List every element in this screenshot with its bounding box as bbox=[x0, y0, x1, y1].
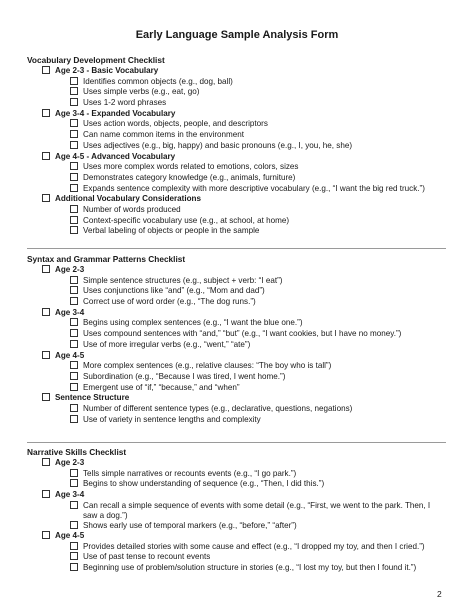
item-label: Beginning use of problem/solution structure in stories (e.g., “I lost my toy, but then I found it.”) bbox=[83, 562, 417, 572]
checklist-item bbox=[27, 329, 447, 340]
item-label: Begins using complex sentences (e.g., “I want the blue one.”) bbox=[83, 318, 303, 328]
group-label: Sentence Structure bbox=[55, 393, 130, 403]
section-title: Syntax and Grammar Patterns Checklist bbox=[27, 254, 186, 264]
checkbox[interactable] bbox=[70, 329, 78, 337]
checklist-item bbox=[27, 340, 447, 351]
checklist-group bbox=[27, 458, 447, 469]
item-label: Provides detailed stories with some cause and effect (e.g., “I dropped my toy, and then I cried.”) bbox=[83, 542, 425, 552]
checklist-item bbox=[27, 184, 447, 195]
item-label: Use of variety in sentence lengths and complexity bbox=[83, 414, 261, 424]
checklist-item bbox=[27, 130, 447, 141]
checkbox[interactable] bbox=[70, 297, 78, 305]
syntax-section bbox=[27, 254, 447, 425]
checkbox[interactable] bbox=[70, 77, 78, 85]
checkbox[interactable] bbox=[70, 226, 78, 234]
checkbox[interactable] bbox=[42, 265, 50, 273]
checklist-item bbox=[27, 469, 447, 480]
item-label: Shows early use of temporal markers (e.g., “before,” “after”) bbox=[83, 520, 297, 530]
page-number: 2 bbox=[437, 589, 442, 599]
checkbox[interactable] bbox=[70, 119, 78, 127]
checklist-group bbox=[27, 194, 447, 205]
checkbox[interactable] bbox=[42, 109, 50, 117]
checkbox[interactable] bbox=[70, 162, 78, 170]
checklist-group bbox=[27, 152, 447, 163]
checklist-item bbox=[27, 415, 447, 426]
checkbox[interactable] bbox=[70, 361, 78, 369]
item-label: Can recall a simple sequence of events with some detail (e.g., “First, we went to the park. Then, I saw a dog.”) bbox=[83, 500, 431, 520]
item-label: Can name common items in the environment bbox=[83, 130, 245, 140]
checklist-item bbox=[27, 404, 447, 415]
checkbox[interactable] bbox=[70, 87, 78, 95]
checklist-item bbox=[27, 205, 447, 216]
group-label: Additional Vocabulary Considerations bbox=[55, 194, 202, 204]
item-label: Tells simple narratives or recounts events (e.g., “I go park.”) bbox=[83, 468, 297, 478]
item-label: Number of different sentence types (e.g., declarative, questions, negations) bbox=[83, 403, 353, 413]
checkbox[interactable] bbox=[70, 340, 78, 348]
item-label: Uses 1-2 word phrases bbox=[83, 98, 167, 108]
checkbox[interactable] bbox=[70, 563, 78, 571]
checklist-group bbox=[27, 308, 447, 319]
checklist-item bbox=[27, 563, 445, 573]
item-label: Uses action words, objects, people, and descriptors bbox=[83, 119, 268, 129]
item-label: More complex sentences (e.g., relative clauses: “The boy who is tall”) bbox=[83, 361, 332, 371]
checklist-item bbox=[27, 521, 447, 532]
checklist-group bbox=[27, 351, 447, 362]
checkbox[interactable] bbox=[42, 308, 50, 316]
checkbox[interactable] bbox=[70, 415, 78, 423]
checkbox[interactable] bbox=[70, 542, 78, 550]
item-label: Emergent use of “if,” “because,” and “when” bbox=[83, 382, 240, 392]
section-title: Narrative Skills Checklist bbox=[27, 447, 127, 457]
item-label: Uses compound sentences with “and,” “but” (e.g., “I want cookies, but I have no money.”) bbox=[83, 329, 402, 339]
checklist-item bbox=[27, 141, 447, 152]
checklist-item bbox=[27, 98, 447, 109]
checklist-item bbox=[27, 552, 447, 563]
checklist-item bbox=[27, 318, 447, 329]
group-label: Age 2-3 bbox=[55, 265, 85, 274]
checklist-item bbox=[27, 226, 447, 237]
checkbox[interactable] bbox=[70, 98, 78, 106]
checklist-item bbox=[27, 77, 447, 88]
group-label: Age 4-5 bbox=[55, 531, 85, 541]
checklist-item bbox=[27, 479, 447, 490]
checklist-item bbox=[27, 542, 445, 552]
group-label: Age 4-5 - Advanced Vocabulary bbox=[55, 151, 176, 161]
item-label: Identifies common objects (e.g., dog, ball) bbox=[83, 76, 233, 86]
checkbox[interactable] bbox=[42, 531, 50, 539]
checkbox[interactable] bbox=[70, 521, 78, 529]
checkbox[interactable] bbox=[70, 130, 78, 138]
checkbox[interactable] bbox=[42, 458, 50, 466]
checklist-item bbox=[27, 173, 447, 184]
item-label: Correct use of word order (e.g., “The dog runs.”) bbox=[83, 297, 256, 307]
checklist-item bbox=[27, 276, 447, 287]
group-label: Age 3-4 - Expanded Vocabulary bbox=[55, 108, 176, 118]
checklist-group bbox=[27, 265, 447, 276]
group-label: Age 2-3 - Basic Vocabulary bbox=[55, 66, 159, 75]
checkbox[interactable] bbox=[42, 152, 50, 160]
item-label: Uses adjectives (e.g., big, happy) and basic pronouns (e.g., I, you, he, she) bbox=[83, 140, 353, 150]
checkbox[interactable] bbox=[42, 194, 50, 202]
checklist-item bbox=[27, 361, 447, 372]
checklist-group bbox=[27, 109, 447, 120]
checklist-item bbox=[27, 286, 447, 297]
checklist-item bbox=[27, 119, 447, 130]
checkbox[interactable] bbox=[70, 383, 78, 391]
section-divider bbox=[27, 442, 446, 443]
checkbox[interactable] bbox=[70, 216, 78, 224]
page-title: Early Language Sample Analysis Form bbox=[135, 29, 339, 41]
checkbox[interactable] bbox=[42, 351, 50, 359]
checkbox[interactable] bbox=[70, 276, 78, 284]
checklist-item bbox=[27, 372, 447, 383]
checkbox[interactable] bbox=[70, 469, 78, 477]
checklist-group bbox=[27, 531, 447, 542]
item-label: Use of past tense to recount events bbox=[83, 552, 211, 562]
item-label: Simple sentence structures (e.g., subject + verb: “I eat”) bbox=[83, 275, 283, 285]
checkbox[interactable] bbox=[70, 173, 78, 181]
checkbox[interactable] bbox=[42, 66, 50, 74]
checkbox[interactable] bbox=[70, 501, 78, 509]
checklist-group bbox=[27, 393, 447, 404]
item-label: Use of more irregular verbs (e.g., “went,” “ate”) bbox=[83, 339, 251, 349]
group-label: Age 4-5 bbox=[55, 350, 85, 360]
checklist-item bbox=[27, 501, 445, 521]
checklist-item bbox=[27, 87, 447, 98]
checkbox[interactable] bbox=[42, 490, 50, 498]
checkbox[interactable] bbox=[70, 318, 78, 326]
checkbox[interactable] bbox=[70, 372, 78, 380]
checkbox[interactable] bbox=[70, 184, 78, 192]
item-label: Uses conjunctions like “and” (e.g., “Mom and dad”) bbox=[83, 286, 265, 296]
narrative-section bbox=[27, 447, 447, 573]
section-title: Vocabulary Development Checklist bbox=[27, 55, 165, 65]
item-label: Begins to show understanding of sequence (e.g., “Then, I did this.”) bbox=[83, 479, 325, 489]
checkbox[interactable] bbox=[70, 552, 78, 560]
checklist-item bbox=[27, 383, 447, 394]
checklist-group bbox=[27, 490, 447, 501]
item-label: Uses simple verbs (e.g., eat, go) bbox=[83, 87, 200, 97]
checkbox[interactable] bbox=[70, 479, 78, 487]
checkbox[interactable] bbox=[42, 393, 50, 401]
group-label: Age 3-4 bbox=[55, 307, 85, 317]
item-label: Verbal labeling of objects or people in the sample bbox=[83, 226, 260, 236]
checklist-item bbox=[27, 216, 447, 227]
item-label: Demonstrates category knowledge (e.g., animals, furniture) bbox=[83, 172, 296, 182]
checklist-item bbox=[27, 162, 447, 173]
checkbox[interactable] bbox=[70, 404, 78, 412]
item-label: Expands sentence complexity with more descriptive vocabulary (e.g., “I want the big red truck.”) bbox=[83, 183, 425, 193]
checkbox[interactable] bbox=[70, 141, 78, 149]
checklist-item bbox=[27, 297, 447, 308]
item-label: Context-specific vocabulary use (e.g., at school, at home) bbox=[83, 215, 290, 225]
section-divider bbox=[27, 248, 446, 249]
group-label: Age 2-3 bbox=[55, 458, 85, 467]
item-label: Subordination (e.g., “Because I was tired, I went home.”) bbox=[83, 371, 286, 381]
group-label: Age 3-4 bbox=[55, 490, 85, 500]
item-label: Uses more complex words related to emotions, colors, sizes bbox=[83, 162, 299, 172]
checkbox[interactable] bbox=[70, 286, 78, 294]
checkbox[interactable] bbox=[70, 205, 78, 213]
vocabulary-section bbox=[27, 55, 447, 237]
item-label: Number of words produced bbox=[83, 204, 181, 214]
checklist-group bbox=[27, 66, 447, 77]
